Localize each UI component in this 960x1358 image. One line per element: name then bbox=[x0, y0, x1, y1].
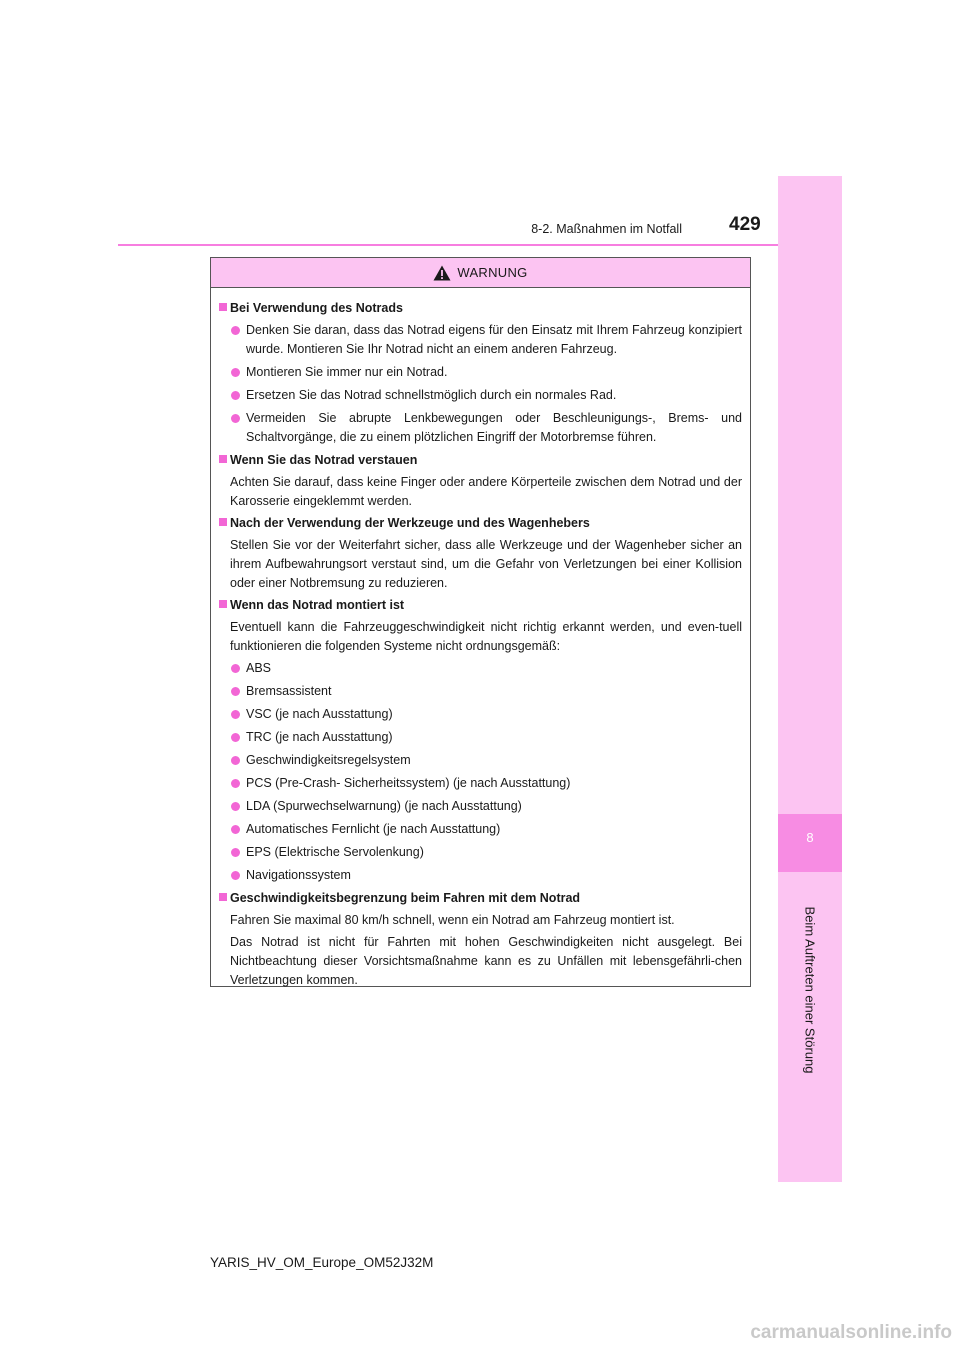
section-title: 8-2. Maßnahmen im Notfall bbox=[531, 222, 682, 236]
round-bullet-icon bbox=[231, 779, 240, 788]
bullet-item bbox=[219, 321, 742, 359]
bullet-item bbox=[219, 682, 742, 701]
square-bullet-icon bbox=[219, 455, 229, 463]
round-bullet-icon bbox=[231, 414, 240, 423]
bullet-text: Automatisches Fernlicht (je nach Ausstattung) bbox=[246, 822, 501, 836]
bullet-text: VSC (je nach Ausstattung) bbox=[246, 707, 393, 721]
section-paragraph: Fahren Sie maximal 80 km/h schnell, wenn ein Notrad am Fahrzeug montiert ist. bbox=[230, 913, 675, 927]
warning-section-heading bbox=[219, 451, 742, 470]
warning-section-heading bbox=[219, 514, 742, 533]
warning-section-heading bbox=[219, 299, 742, 318]
bullet-item bbox=[219, 363, 742, 382]
section-paragraph: Das Notrad ist nicht für Fahrten mit hohen Geschwindigkeiten nicht ausgelegt. Bei Nichtbeachtung dieser Vorsichtsmaßnahme kann es zu Unfällen mit lebensgefährli-chen Verletzungen kommen. bbox=[230, 935, 742, 987]
warning-section-heading bbox=[219, 596, 742, 615]
chapter-title-vertical: Beim Auftreten einer Störung bbox=[802, 906, 818, 1074]
round-bullet-icon bbox=[231, 326, 240, 335]
page-number: 429 bbox=[729, 214, 761, 235]
section-paragraph: Achten Sie darauf, dass keine Finger oder andere Körperteile zwischen dem Notrad und der Karosserie eingeklemmt werden. bbox=[230, 475, 742, 508]
warning-header bbox=[211, 258, 750, 288]
warning-triangle-icon bbox=[433, 265, 451, 281]
section-heading-text: Geschwindigkeitsbegrenzung beim Fahren mit dem Notrad bbox=[230, 891, 581, 905]
bullet-item bbox=[219, 843, 742, 862]
section-heading-text: Wenn Sie das Notrad verstauen bbox=[230, 453, 418, 467]
round-bullet-icon bbox=[231, 710, 240, 719]
bullet-text: ABS bbox=[246, 661, 272, 675]
bullet-item bbox=[219, 728, 742, 747]
square-bullet-icon bbox=[219, 893, 229, 901]
header-rule bbox=[118, 244, 778, 246]
round-bullet-icon bbox=[231, 825, 240, 834]
section-heading-text: Bei Verwendung des Notrads bbox=[230, 301, 403, 315]
section-paragraph: Eventuell kann die Fahrzeuggeschwindigkeit nicht richtig erkannt werden, und even-tuell funktionieren die folgenden Systeme nicht ordnungsgemäß: bbox=[230, 620, 742, 653]
round-bullet-icon bbox=[231, 687, 240, 696]
square-bullet-icon bbox=[219, 303, 229, 311]
bullet-text: Vermeiden Sie abrupte Lenkbewegungen oder Beschleunigungs-, Brems- und Schaltvorgänge, die zu einem plötzlichen Eingriff der Motorbremse führen. bbox=[246, 411, 742, 444]
round-bullet-icon bbox=[231, 368, 240, 377]
bullet-item bbox=[219, 386, 742, 405]
warning-section-heading bbox=[219, 889, 742, 908]
bullet-text: EPS (Elektrische Servolenkung) bbox=[246, 845, 424, 859]
bullet-item bbox=[219, 866, 742, 885]
square-bullet-icon bbox=[219, 518, 229, 526]
bullet-text: Bremsassistent bbox=[246, 684, 332, 698]
bullet-item bbox=[219, 820, 742, 839]
bullet-text: Denken Sie daran, dass das Notrad eigens für den Einsatz mit Ihrem Fahrzeug konzipiert wurde. Montieren Sie Ihr Notrad nicht an einem anderen Fahrzeug. bbox=[246, 323, 742, 356]
bullet-text: PCS (Pre-Crash- Sicherheitssystem) (je nach Ausstattung) bbox=[246, 776, 571, 790]
warning-box bbox=[210, 257, 751, 987]
round-bullet-icon bbox=[231, 756, 240, 765]
bullet-item bbox=[219, 659, 742, 678]
bullet-item bbox=[219, 751, 742, 770]
bullet-item bbox=[219, 774, 742, 793]
bullet-text: Geschwindigkeitsregelsystem bbox=[246, 753, 411, 767]
square-bullet-icon bbox=[219, 600, 229, 608]
bullet-text: LDA (Spurwechselwarnung) (je nach Ausstattung) bbox=[246, 799, 522, 813]
round-bullet-icon bbox=[231, 391, 240, 400]
round-bullet-icon bbox=[231, 664, 240, 673]
round-bullet-icon bbox=[231, 871, 240, 880]
document-code: YARIS_HV_OM_Europe_OM52J32M bbox=[210, 1255, 434, 1270]
bullet-item bbox=[219, 705, 742, 724]
round-bullet-icon bbox=[231, 802, 240, 811]
bullet-text: Montieren Sie immer nur ein Notrad. bbox=[246, 365, 448, 379]
round-bullet-icon bbox=[231, 733, 240, 742]
bullet-item bbox=[219, 797, 742, 816]
section-paragraph: Stellen Sie vor der Weiterfahrt sicher, dass alle Werkzeuge und der Wagenheber sicher an ihrem Aufbewahrungsort verstaut sind, um die Gefahr von Verletzungen bei einer Kollision oder einer Notbremsung zu reduzieren. bbox=[230, 538, 742, 590]
bullet-text: TRC (je nach Ausstattung) bbox=[246, 730, 393, 744]
round-bullet-icon bbox=[231, 848, 240, 857]
section-heading-text: Wenn das Notrad montiert ist bbox=[230, 598, 405, 612]
watermark: carmanualsonline.info bbox=[750, 1322, 952, 1343]
bullet-text: Ersetzen Sie das Notrad schnellstmöglich durch ein normales Rad. bbox=[246, 388, 617, 402]
bullet-item bbox=[219, 409, 742, 447]
warning-body bbox=[211, 288, 750, 990]
warning-title: WARNUNG bbox=[457, 265, 528, 280]
chapter-number-tab: 8 bbox=[778, 814, 842, 872]
bullet-text: Navigationssystem bbox=[246, 868, 351, 882]
section-heading-text: Nach der Verwendung der Werkzeuge und des Wagenhebers bbox=[230, 516, 590, 530]
